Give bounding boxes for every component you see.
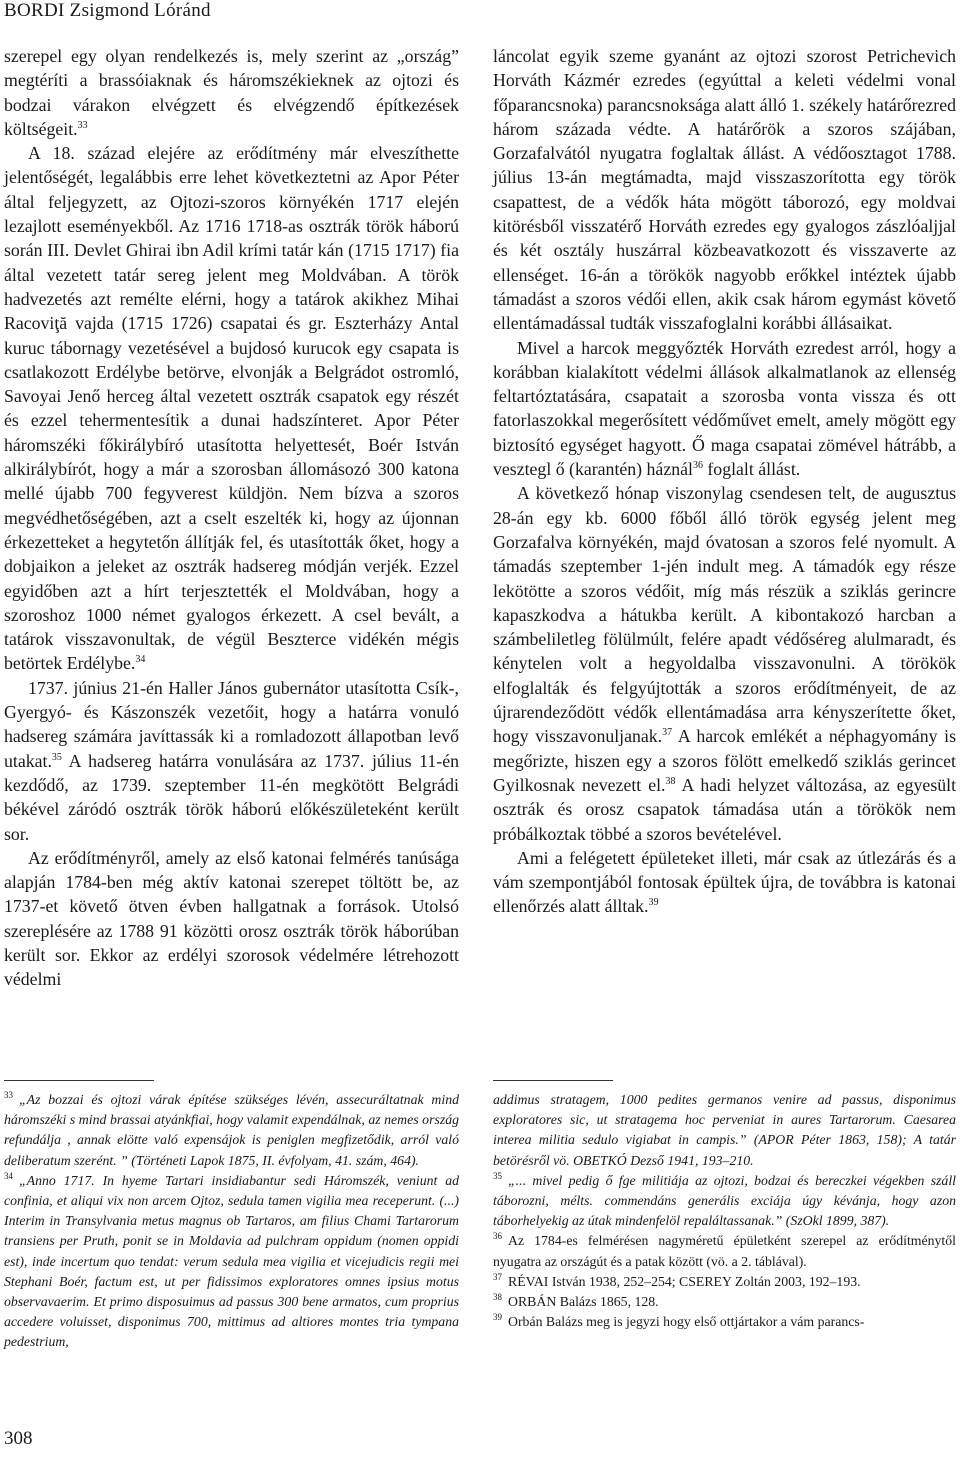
paragraph-text: 1737. június 21-én Haller János gubernátor utasította Csík-, Gyergyó- és Kászonszék vezetőit, hogy a határra vonuló hadsereg számára javíttassák ki a romladozott állapotban levő utakat.	[4, 677, 459, 771]
footnote-rule-right	[493, 1080, 613, 1081]
paragraph-text: Az erődítményről, amely az első katonai felmérés tanúsága alapján 1784-ben még aktív katonai szerepet töltött be, az 1737-et követő ötven évben hallgatnak a források. Utolsó szereplésére az 1788 91 közötti orosz osztrák török háborúban került sor. Ekkor az erdélyi szorosok védelmére létrehozott védelmi	[4, 847, 459, 990]
paragraph-text: A hadi helyzet változása, az egyesült osztrák és orosz csapatok támadása után a törökök nem próbálkoztak többé a szoros bevételével.	[493, 774, 957, 844]
footnote-text: „Anno 1717. In hyeme Tartari insidiabantur sedi Háromszék, veniunt ad confinia, et aliqui vix non arcem Ojtoz, sedula tamen vigilia mea receperunt. (...) Interim in Transylvania metus magnus ob Tartaros, am filius Chami Tartarorum transiens per Pruth, ponit se in Moldavia ad pulchram oppidum (nomen oppidi est), inde incertum quo tendat: verum sedula mea vigilia et vicejudicis regii mei Stephani Boér, factum est, ut per fidissimos exploratores omnes ipsius motus observavaerim. Et primo disposuimus ad passus 300 bene armatos, cum proprius accedere voluisset, disponimus 700, mittimus ad altiores montes tria tympana pedestrium,	[4, 1172, 459, 1350]
paragraph	[4, 846, 459, 992]
footnote	[493, 1292, 956, 1312]
paragraph	[4, 44, 459, 141]
footnote-number: 39	[493, 1312, 502, 1323]
footnotes-right	[493, 1090, 956, 1332]
footnotes-left	[4, 1090, 459, 1353]
footnote-number: 35	[493, 1170, 502, 1181]
paragraph-text: foglalt állást.	[702, 459, 801, 480]
footnote-number: 34	[4, 1170, 13, 1181]
footnote-number: 33	[4, 1090, 13, 1100]
footnote-text: addimus stratagem, 1000 pedites germanos venire ad passus, disponimus exploratores sic, ut stratagema hoc perveniat in aures Tartarorum. Caesarea interea militia sedulo vigiabat in campis.” (APOR Péter 1863, 158); A tatár betörésről vö. OBETKÓ Dezső 1941, 193–210.	[493, 1092, 956, 1168]
paragraph	[493, 481, 956, 845]
footnote-text: „... mivel pedig ő fge militiája az ojtozi, bodzai és bereczkei végekben száll táborozni, mélts. commendáns generális exciája úgy kévánja, hogy azon táborhelyekig az útak mindenfelöl repaláltassanak.” (SzOkl 1899, 387).	[493, 1172, 956, 1229]
paragraph-text: Mivel a harcok meggyőzték Horváth ezredest arról, hogy a korábban kialakított védelmi állások alkalmatlanok az ellenség feltartóztatására, csapatait a szorosba vonta vissza és ott fatorlaszokkal megerősített védőművet emelt, amely mögött egy biztosító egységet hagyott. Ő maga csapatai zömével hátrább, a vesztegl ő (karantén) háznál	[493, 337, 956, 480]
paragraph	[493, 846, 956, 919]
paragraph	[4, 141, 459, 676]
footnote-text: Az 1784-es felmérésen nagyméretű épületként szerepel az erődítménytől nyugatra az országút és a patak között (vö. a 2. táblával).	[493, 1233, 956, 1269]
footnote-rule-left	[4, 1080, 154, 1081]
paragraph-text: A 18. század elejére az erődítmény már elveszíthette jelentőségét, legalábbis erre lehet következtetni az Apor Péter által feljegyzett, az Ojtozi-szoros környékén 1717 elején lezajlott eseményekből. Az 1716 1718-as osztrák török háború során III. Devlet Ghirai ibn Adil krími tatár kán (1715 1717) fia által vezetett tatár sereg jelent meg Moldvában. A török hadvezetés azt remélte elérni, hogy a tatárok akikhez Mihai Racoviţă vajda (1715 1726) csapatai és gr. Eszterházy Antal kuruc tábornagy vezetésével a bujdosó kurucok egy csapata is csatlakozott Erdélybe betörve, elvonják a Belgrádot ostromló, Savoyai Jenő herceg által vezetett osztrák csapatok egy részét és ezzel tehermentesítik a dunai hadszínteret. Apor Péter háromszéki főkirálybíró utasította helyettesét, Boér István alkirálybírót, hogy a már a szorosban állomásozó 300 katona mellé újabb 700 fegyverest küldjön. Nem bízva a szoros megvédhetőségében, azt a cselt eszelték ki, hogy az újonnan érkezetteket a hegytetőn állítják fel, és utasították őket, hogy a dobjaikon a jeleket az osztrák hadsereg módján verjék. Ezzel egyidőben azt a hírt terjesztették el Moldvában, hogy a szoroshoz 1000 német gyalogos érkezett. A csel bevált, a tatárok visszavonultak, de végül Beszterce vidékén mégis betörtek Erdélybe.	[4, 143, 459, 674]
paragraph-text: Ami a felégetett épületeket illeti, már csak az útlezárás és a vám szempontjából fontosak épültek újra, de továbbra is katonai ellenőrzés alatt álltak.	[493, 847, 956, 917]
left-text-column	[4, 44, 459, 992]
footnote	[493, 1312, 956, 1332]
note-reference: 39	[648, 897, 659, 909]
paragraph-text: szerepel egy olyan rendelkezés is, mely szerint az „ország” megtéríti a brassóiaknak és háromszékieknek az ojtozi és bodzai várakon elvégzett és elvégzendő építkezések költségeit.	[4, 46, 459, 139]
paragraph	[493, 44, 956, 336]
page-number: 308	[4, 1428, 33, 1449]
paragraph-text: láncolat egyik szeme gyanánt az ojtozi szorost Petrichevich Horváth Kázmér ezredes (egyúttal a keleti védelmi vonal főparancsnoka) parancsnoksága alatt álló 1. székely határőrezred három százada védte. A határőrök a szoros szájában, Gorzafalvától nyugatra foglaltak állást. A védőosztagot 1788. július 13-án megtámadta, majd visszaszorította egy török csapattest, de a védők háta mögött táborozó, egy moldvai kitörésből visszatérő Horváth ezredes egy gyalogos zászlóaljjal és két osztály huszárral közbeavatkozott és visszaverte az ellenséget. 16-án a törökök nagyobb erőkkel intéztek újabb támadást a szoros védői ellen, akik csak három egymást követő ellentámadással tudták visszafoglalni korábbi állásaikat.	[493, 46, 956, 334]
footnote-text: RÉVAI István 1938, 252–254; CSEREY Zoltán 2003, 192–193.	[508, 1273, 861, 1289]
running-header: BORDI Zsigmond Lóránd	[4, 0, 211, 21]
footnote	[4, 1090, 459, 1171]
footnote-text: „Az bozzai és ojtozi várak építése szükséges lévén, assecuráltatnak mind háromszéki s mind brassai atyánkfiai, hogy valamit expendálnak, az nemes ország refundálja , annak elötte való expensájok is peniglen megfizetődik, arról való deliberatum szerént. ” (Történeti Lapok 1875, II. évfolyam, 41. szám, 464).	[4, 1092, 459, 1168]
footnote-text: Orbán Balázs meg is jegyzi hogy első ottjártakor a vám parancs-	[508, 1314, 865, 1330]
note-reference: 35	[51, 751, 62, 763]
paragraph-text: A hadsereg határra vonulására az 1737. július 11-én kezdődő, az 1739. szeptember 11-én megkötött Belgrádi békével záródó osztrák török háború előkészületeként került sor.	[4, 750, 459, 844]
note-reference: 33	[77, 119, 88, 131]
footnote-number: 36	[493, 1231, 502, 1242]
footnote-text: ORBÁN Balázs 1865, 128.	[508, 1294, 659, 1310]
right-text-column	[493, 44, 956, 919]
note-reference: 38	[665, 775, 676, 787]
footnote	[493, 1231, 956, 1271]
footnote-number: 38	[493, 1292, 502, 1303]
paragraph-text: A harcok emlékét a néphagyomány is megőrizte, hiszen egy a szoros fölött emelkedő sziklás gerincet Gyilkosnak nevezett el.	[493, 726, 957, 795]
footnote-number: 37	[493, 1271, 502, 1282]
paragraph	[4, 676, 459, 846]
note-reference: 37	[662, 727, 673, 739]
note-reference: 34	[135, 654, 146, 666]
paragraph	[493, 336, 956, 482]
footnote	[493, 1272, 956, 1292]
note-reference: 36	[692, 460, 703, 472]
footnote	[493, 1090, 956, 1171]
footnote	[493, 1171, 956, 1232]
footnote	[4, 1171, 459, 1353]
paragraph-text: A következő hónap viszonylag csendesen telt, de augusztus 28-án egy kb. 6000 főből álló török egység jelent meg Gorzafalva környékén, majd óvatosan a szoros felé nyomult. A támadás szeptember 1-jén indult meg. A támadók egy része lekötötte a szoros védőit, míg más részük a sziklás gerincre kapaszkodva a hátukba került. A kibontakozó harcban a számbeliletleg fölülmúlt, felére apadt védőséreg alulmaradt, és kénytelen volt a hegyoldalba visszavonulni. A törökök elfoglalták és felgyújtották a szoros erődítményeit, de az újrarendeződött védők ellentámadása arra kényszerítette őket, hogy visszavonuljanak.	[493, 483, 956, 747]
